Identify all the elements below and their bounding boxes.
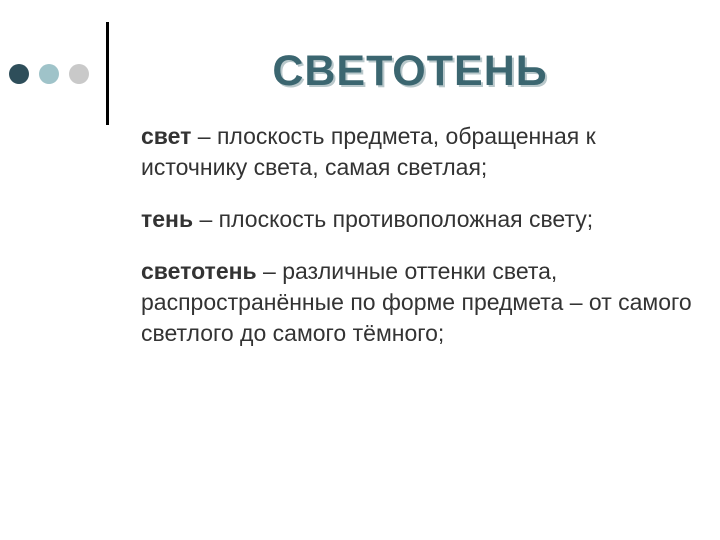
definition-shadow xyxy=(141,204,701,235)
definition-text: – плоскость предмета, обращенная к источнику света, самая светлая; xyxy=(141,123,596,180)
definitions-list xyxy=(141,121,701,370)
definition-text: – плоскость противоположная свету; xyxy=(193,206,594,232)
definition-term: свет xyxy=(141,123,192,149)
definition-text: – различные оттенки света, распространённые по форме предмета – от самого светлого до самого тёмного; xyxy=(141,258,692,346)
decorative-dot-gray xyxy=(69,64,89,84)
decorative-dot-teal xyxy=(39,64,59,84)
definition-light xyxy=(141,121,701,183)
decorative-dot-dark xyxy=(9,64,29,84)
definition-term: тень xyxy=(141,206,194,232)
slide-title: СВЕТОТЕНЬ xyxy=(272,47,548,95)
definition-chiaroscuro xyxy=(141,256,701,349)
definition-term: светотень xyxy=(141,258,257,284)
vertical-divider xyxy=(106,22,109,125)
